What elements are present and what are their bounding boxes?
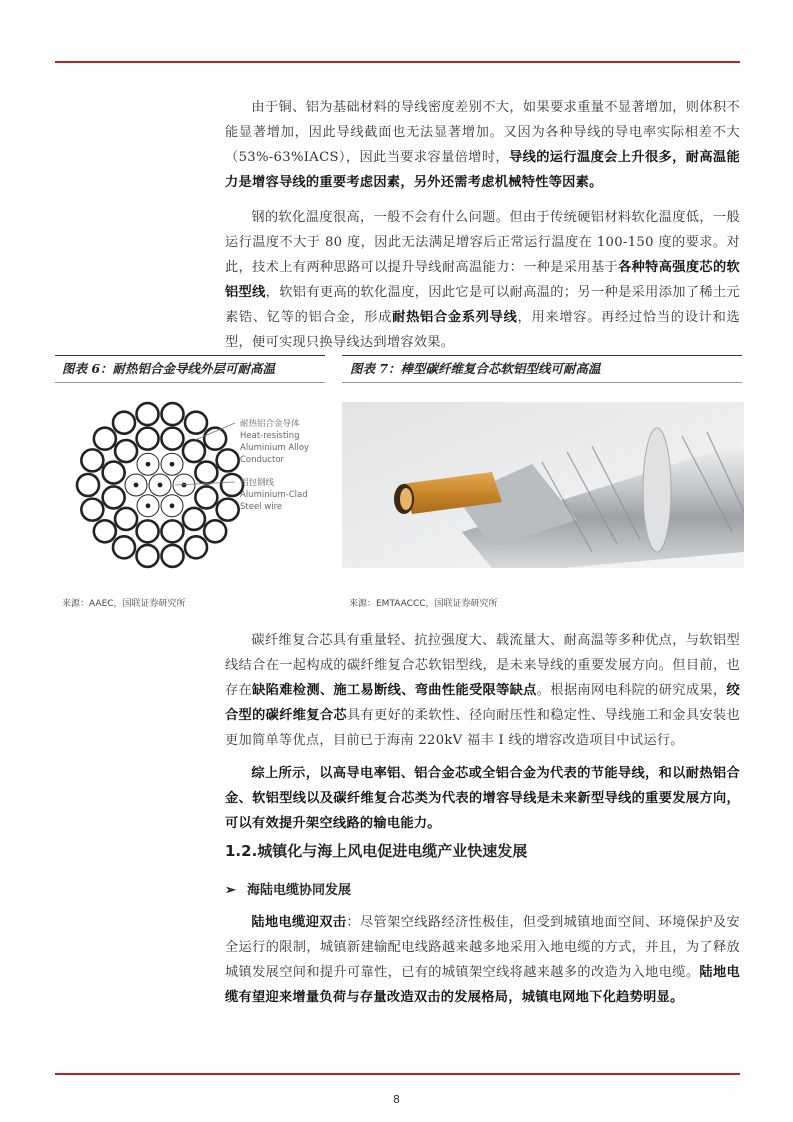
alloy-strand <box>81 449 103 471</box>
alloy-strand <box>161 520 183 542</box>
alloy-strand <box>204 520 226 542</box>
alloy-strand <box>183 508 205 530</box>
alloy-strand <box>185 412 207 434</box>
alloy-strand <box>217 499 239 521</box>
fig7-source: 来源：EMTAACCC，国联证券研究所 <box>349 599 498 609</box>
fig6-source: 来源：AAEC，国联证券研究所 <box>62 599 186 609</box>
steel-strand-core <box>134 483 139 488</box>
alloy-strand <box>195 462 217 484</box>
fig6-label2-en1: Aluminium-Clad <box>240 490 308 500</box>
alloy-strand <box>185 536 207 558</box>
alloy-strand <box>161 428 183 450</box>
alloy-strand <box>183 440 205 462</box>
fig7-title-rule <box>342 382 742 383</box>
alloy-strand <box>94 520 116 542</box>
fig6-title: 图表 6：耐热铝合金导线外层可耐高温 <box>62 361 276 376</box>
fig7-top-rule <box>342 355 742 356</box>
alloy-strand <box>162 545 184 567</box>
alloy-strand <box>137 428 159 450</box>
fig6-label2-cn: 铝包钢线 <box>240 478 275 488</box>
steel-strand-core <box>170 503 175 508</box>
steel-strand-core <box>146 503 151 508</box>
alloy-strand <box>113 536 135 558</box>
bullet-arrow-icon: ➢ <box>225 883 236 898</box>
alloy-strand <box>136 403 158 425</box>
paragraph-carbon-fiber: 碳纤维复合芯具有重量轻、抗拉强度大、载流量大、耐高温等多种优点，与软铝型线结合在一起构成的碳纤维复合芯软铝型线，是未来导线的重要发展方向。但目前，也存在缺陷难检测、施工易断线、弯曲性能受限等缺点。根据南网电科院的研究成果，绞合型的碳纤维复合芯具有更好的柔软性、径向耐压性和稳定性、导线施工和金具安装也更加简单等优点，目前已于海南 220kV 福丰 I 线的增容改造项目中试运行。 <box>225 633 741 748</box>
steel-strand-core <box>170 462 175 467</box>
paragraph-summary: 综上所示，以高导电率铝、铝合金芯或全铝合金为代表的节能导线，和以耐热铝合金、软铝型线以及碳纤维复合芯类为代表的增容导线是未来新型导线的重要发展方向，可以有效提升架空线路的输电能力。 <box>225 766 740 831</box>
alloy-strand <box>94 428 116 450</box>
alloy-strand <box>103 462 125 484</box>
subsection-heading: ➢ 海陆电缆协同发展 <box>225 883 352 898</box>
steel-strand-core <box>146 462 151 467</box>
alloy-strand <box>115 508 137 530</box>
alloy-strand <box>217 449 239 471</box>
fig6-label1-en1: Heat-resisting <box>240 431 300 441</box>
fig6-label1-en3: Conductor <box>240 455 285 465</box>
fig6-cable-cross-section <box>55 390 335 585</box>
fig6-top-rule <box>55 355 325 356</box>
fig6-label1-cn: 耐热铝合金导体 <box>240 419 300 429</box>
paragraph-land-cable: 陆地电缆迎双击：尽管架空线路经济性极佳，但受到城镇地面空间、环境保护及安全运行的限制，城镇新建输配电线路越来越多地采用入地电缆的方式，并且，为了释放城镇发展空间和提升可靠性，已有的城镇架空线将越来越多的改造为入地电缆。陆地电缆有望迎来增量负荷与存量改造双击的发展格局，城镇电网地下化趋势明显。 <box>225 915 741 1005</box>
fig6-label1-en2: Aluminium Alloy <box>240 443 310 453</box>
alloy-strand <box>113 412 135 434</box>
alloy-strand <box>115 440 137 462</box>
alloy-strand <box>136 545 158 567</box>
fig7-cable-photo <box>342 402 744 568</box>
section-heading: 1.2.城镇化与海上风电促进电缆产业快速发展 <box>225 842 528 860</box>
alloy-strand <box>137 520 159 542</box>
page-number: 8 <box>393 1093 400 1106</box>
header-rule <box>55 61 740 63</box>
fig7-title: 图表 7：棒型碳纤维复合芯软铝型线可耐高温 <box>350 361 601 376</box>
alloy-strand <box>81 499 103 521</box>
steel-strand-core <box>158 483 163 488</box>
fig6-label2-en2: Steel wire <box>240 502 283 512</box>
paragraph-conductor-density: 由于铜、铝为基础材料的导线密度差别不大，如果要求重量不显著增加，则体积不能显著增加，因此导线截面也无法显著增加。又因为各种导线的导电率实际相差不大（53%-63%IACS），因此当要求容量倍增时，导线的运行温度会上升很多，耐高温能力是增容导线的重要考虑因素，另外还需考虑机械特性等因素。 <box>225 100 740 190</box>
footer-rule <box>55 1073 740 1075</box>
alloy-strand <box>162 403 184 425</box>
paragraph-softening-temperature: 钢的软化温度很高，一般不会有什么问题。但由于传统硬铝材料软化温度低，一般运行温度不大于 80 度，因此无法满足增容后正常运行温度在 100-150 度的要求。对此，技术上有两种思路可以提升导线耐高温能力：一种是采用基于各种特高强度芯的软铝型线，软铝有更高的软化温度，因此它是可以耐高温的；另一种是采用添加了稀土元素锆、钇等的铝合金，形成耐热铝合金系列导线，用来增容。再经过恰当的设计和选型，便可实现只换导线达到增容效果。 <box>225 210 740 350</box>
alloy-strand <box>77 474 99 496</box>
fig6-title-rule <box>55 382 325 383</box>
alloy-strand <box>103 486 125 508</box>
alloy-strand <box>195 486 217 508</box>
